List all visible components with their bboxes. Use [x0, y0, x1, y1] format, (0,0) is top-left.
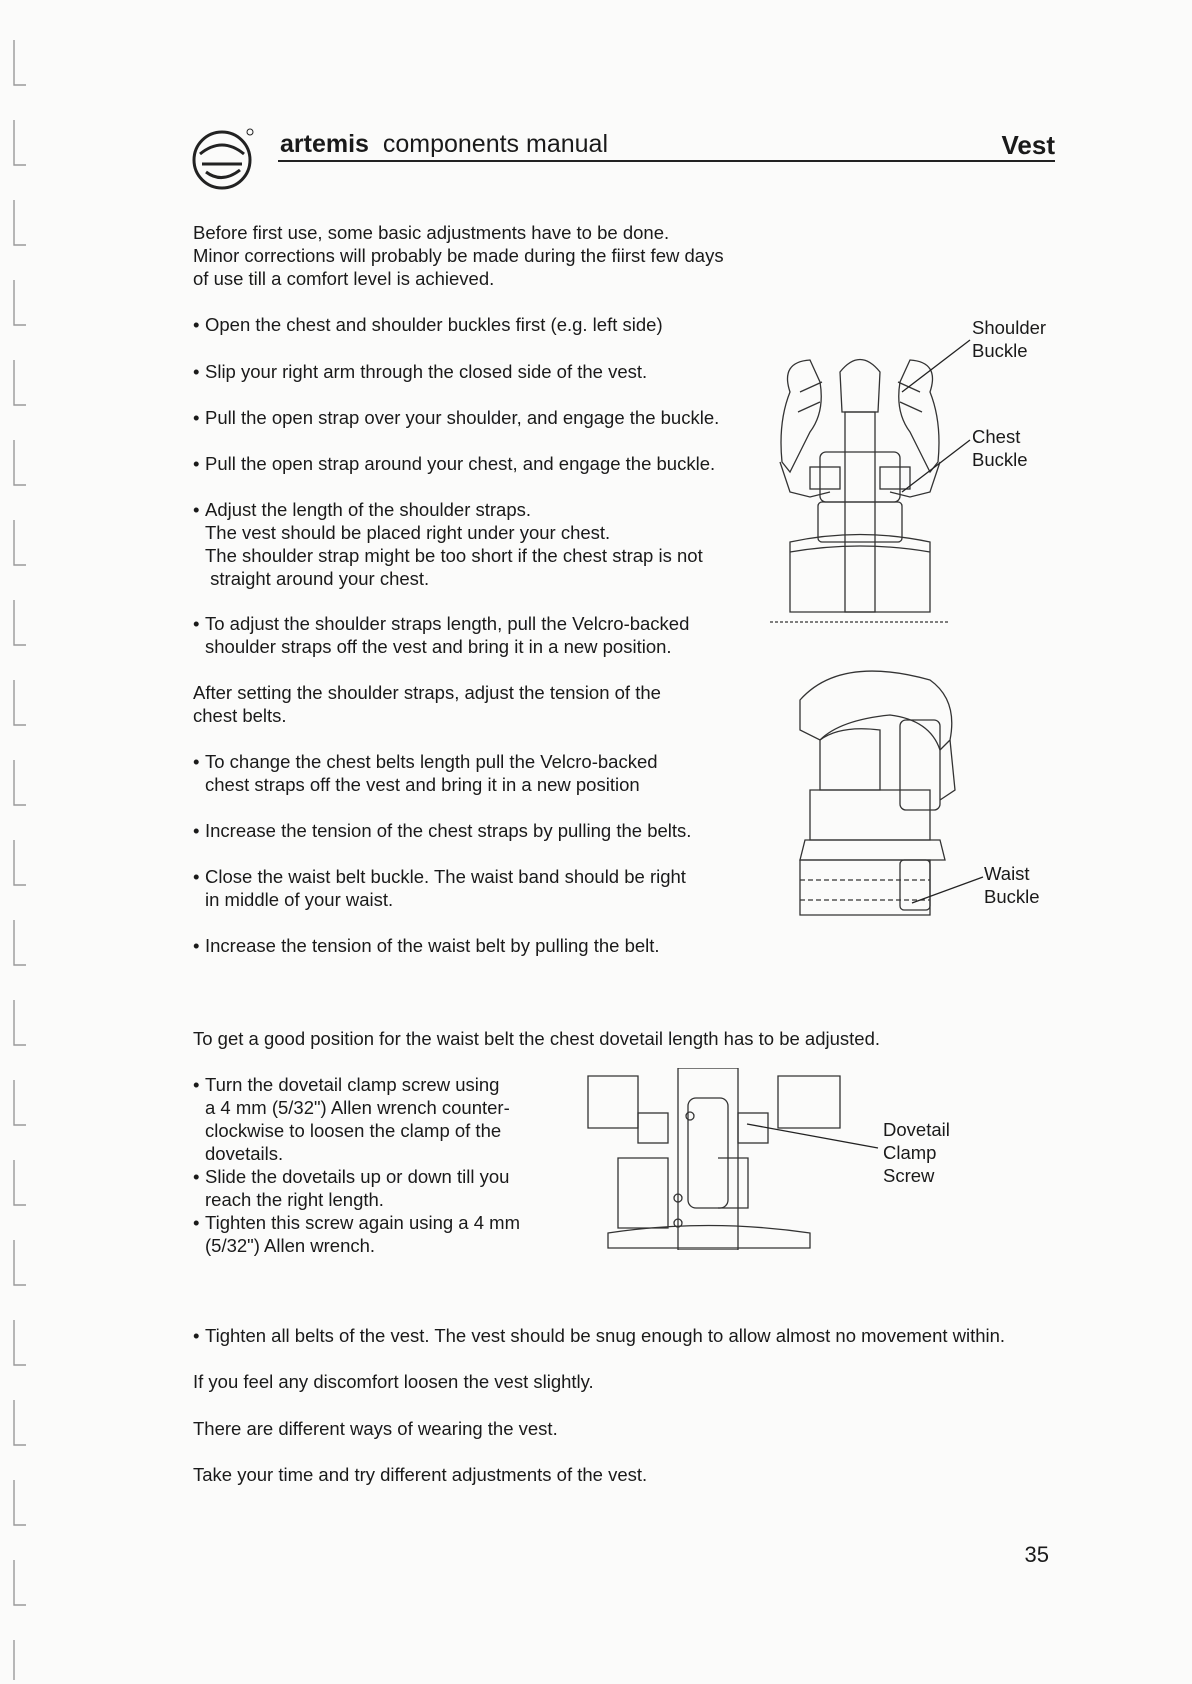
tighten-all-step: • Tighten all belts of the vest. The vest should be snug enough to allow almost no movement within.: [193, 1324, 1065, 1347]
dovetail-step-2: • Slide the dovetails up or down till you reach the right length.: [193, 1165, 575, 1211]
waist-leader-line: [910, 875, 985, 905]
dovetail-intro: To get a good position for the waist belt the chest dovetail length has to be adjusted.: [193, 1028, 881, 1049]
shoulder-leader-line: [900, 338, 972, 394]
step-3: • Pull the open strap over your shoulder, and engage the buckle.: [193, 406, 765, 429]
step-2: • Slip your right arm through the closed side of the vest.: [193, 360, 765, 383]
binding-marks: [0, 0, 40, 1684]
chest-buckle-label: Chest Buckle: [972, 426, 1028, 470]
dovetail-step-3: • Tighten this screw again using a 4 mm (5/32") Allen wrench.: [193, 1211, 575, 1257]
closing-line-1: If you feel any discomfort loosen the vest slightly.: [193, 1371, 594, 1392]
manual-title: components manual: [382, 130, 608, 158]
dovetail-clamp-label: Dovetail Clamp Screw: [883, 1119, 950, 1186]
step-4: • Pull the open strap around your chest, and engage the buckle.: [193, 452, 765, 475]
page-number: 35: [1024, 1542, 1049, 1567]
dovetail-leader-line: [745, 1120, 880, 1160]
section-title: Vest: [1001, 130, 1055, 160]
after-setting-paragraph: After setting the shoulder straps, adjust the tension of the chest belts.: [193, 682, 661, 726]
step-10: • Increase the tension of the waist belt by pulling the belt.: [193, 934, 765, 957]
closing-line-3: Take your time and try different adjustments of the vest.: [193, 1464, 648, 1485]
step-5: • Adjust the length of the shoulder straps. The vest should be placed right under your chest. The shoulder strap might be too short if the chest strap is not straight around your chest.: [193, 498, 765, 590]
intro-paragraph: Before first use, some basic adjustments have to be done. Minor corrections will probably be made during the fiirst few days of use till a comfort level is achieved.: [193, 222, 724, 289]
step-7: • To change the chest belts length pull the Velcro-backed chest straps off the vest and bring it in a new position: [193, 750, 765, 796]
step-9: • Close the waist belt buckle. The waist band should be right in middle of your waist.: [193, 865, 765, 911]
brand-name: artemis: [280, 130, 369, 158]
step-6: • To adjust the shoulder straps length, pull the Velcro-backed shoulder straps off the vest and bring it in a new position.: [193, 612, 765, 658]
step-8: • Increase the tension of the chest straps by pulling the belts.: [193, 819, 765, 842]
header-title: [280, 130, 608, 159]
header-rule: [278, 160, 1055, 162]
chest-leader-line: [900, 438, 972, 494]
step-1: • Open the chest and shoulder buckles first (e.g. left side): [193, 313, 765, 336]
closing-line-2: There are different ways of wearing the vest.: [193, 1418, 558, 1439]
waist-buckle-label: Waist Buckle: [984, 863, 1040, 907]
logo-icon: [192, 126, 256, 196]
dovetail-step-1: • Turn the dovetail clamp screw using a 4 mm (5/32") Allen wrench counter- clockwise to loosen the clamp of the dovetails.: [193, 1073, 575, 1165]
shoulder-buckle-label: Shoulder Buckle: [972, 317, 1047, 361]
